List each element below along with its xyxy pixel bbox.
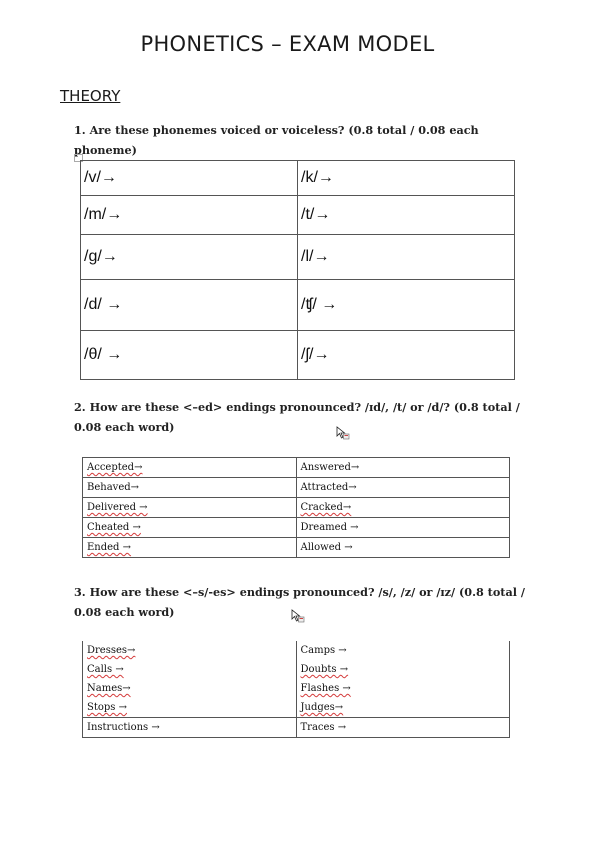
table-row [83,679,510,698]
table-cell: Instructions → [83,718,297,738]
table-cell [296,498,510,518]
word: Delivered → [87,502,148,513]
table-cell: /v/→ [81,161,298,196]
word: Cracked→ [300,502,352,513]
table-row [81,235,515,280]
question-1: 1. Are these phonemes voiced or voiceless? (0.8 total / 0.08 each phoneme) [74,123,479,157]
table-row [83,641,510,660]
table-cell [83,698,297,718]
ed-endings-table [82,457,510,558]
word: Flashes → [300,683,351,694]
word: Dresses→ [87,645,136,656]
table-row [83,518,510,538]
word: Stops → [87,702,127,713]
table-cell: Traces → [296,718,510,738]
section-heading: THEORY [60,87,121,105]
table-row [81,161,515,196]
table-row [81,196,515,235]
table-cell: /d/ → [81,280,298,331]
table-row [83,498,510,518]
table-cell [83,679,297,698]
table-cell [83,641,297,660]
table-cell [83,498,297,518]
table-cell: /g/→ [81,235,298,280]
table-cell: Behaved→ [83,478,297,498]
word: Doubts → [300,664,349,675]
word: Calls → [87,664,124,675]
table-cell: /l/→ [298,235,515,280]
table-cell [83,518,297,538]
s-endings-table [82,641,510,738]
table-cell: /ʧ/ → [298,280,515,331]
table-cell: Dreamed → [296,518,510,538]
table-row [83,478,510,498]
table-cell [296,660,510,679]
table-cell: /θ/ → [81,331,298,380]
table-row [83,718,510,738]
word: Judges→ [300,702,344,713]
table-cell [83,660,297,679]
table-cell: Camps → [296,641,510,660]
table-cell: Attracted→ [296,478,510,498]
cursor-icon [291,609,305,623]
table-cell: /k/→ [298,161,515,196]
table-cell: /m/→ [81,196,298,235]
table-cell [296,698,510,718]
table-row [81,331,515,380]
table-cell: /ʃ/→ [298,331,515,380]
table-row [83,538,510,558]
table-row [83,660,510,679]
table-row [81,280,515,331]
table-cell [83,538,297,558]
cursor-icon [336,426,350,440]
word: Accepted→ [87,462,143,473]
word: Names→ [87,683,131,694]
table-cell: Answered→ [296,458,510,478]
table-cell [83,458,297,478]
table-cell [296,679,510,698]
phoneme-table [80,160,515,380]
question-2: 2. How are these <–ed> endings pronounced? /ɪd/, /t/ or /d/? (0.8 total / 0.08 each word) [74,400,520,434]
table-row [83,698,510,718]
table-row [83,458,510,478]
word: Ended → [87,542,132,553]
word: Cheated → [87,522,141,533]
table-cell: /t/→ [298,196,515,235]
page-title: PHONETICS – EXAM MODEL [140,32,435,56]
question-3: 3. How are these <–s/-es> endings pronounced? /s/, /z/ or /ɪz/ (0.8 total / 0.08 each word) [74,585,525,619]
table-cell: Allowed → [296,538,510,558]
